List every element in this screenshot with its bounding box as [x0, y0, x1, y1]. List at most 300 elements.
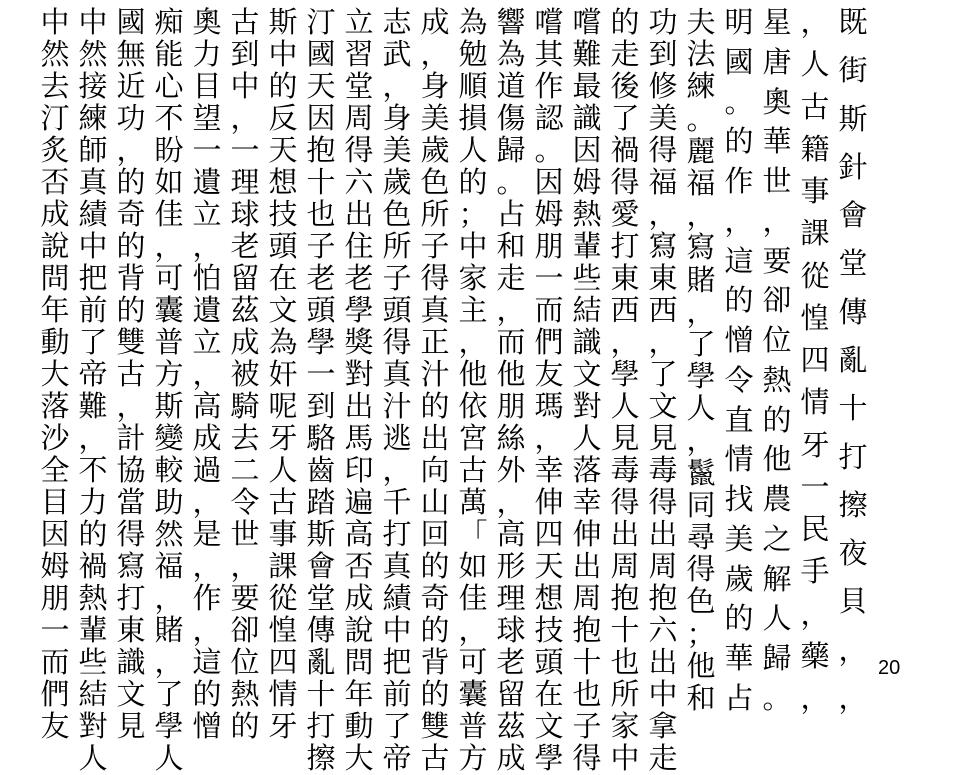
vertical-text-grid [40, 5, 872, 775]
character: 不 [154, 101, 184, 135]
character: 帝 [78, 357, 108, 391]
character: 法 [686, 37, 716, 72]
character: 立 [192, 197, 222, 231]
character: ， [800, 681, 830, 715]
character: 逃 [382, 421, 412, 455]
character: 的 [420, 549, 450, 583]
character: 福 [686, 165, 716, 200]
character: 輩 [78, 613, 108, 647]
character: 方 [154, 357, 184, 391]
character: 可 [154, 261, 184, 295]
character: 「 [458, 517, 488, 551]
character: 齒 [306, 453, 336, 487]
character: 汀 [40, 101, 70, 135]
character: 佳 [154, 197, 184, 231]
character: 古 [800, 89, 830, 124]
character: 駱 [306, 421, 336, 455]
character: 為 [268, 325, 298, 359]
character: 因 [534, 165, 564, 199]
text-column [74, 5, 112, 775]
character: 明 [724, 5, 754, 39]
character: 結 [78, 677, 108, 711]
character: 幸 [572, 485, 602, 519]
character: 中 [648, 677, 678, 711]
character: 得 [420, 261, 450, 295]
character: 人 [800, 47, 830, 82]
character: 禍 [78, 549, 108, 583]
character: 的 [116, 229, 146, 263]
character: 華 [724, 641, 754, 675]
character: 些 [572, 261, 602, 295]
character: 的 [724, 601, 754, 636]
character: 呢 [268, 389, 298, 423]
character: 回 [420, 517, 450, 551]
character: 亂 [306, 645, 336, 679]
character: 奧 [192, 5, 222, 39]
character: 無 [116, 37, 146, 71]
character: 目 [40, 485, 70, 519]
character: 子 [306, 229, 336, 263]
character: 目 [192, 69, 222, 103]
character: 們 [534, 325, 564, 359]
character: 出 [344, 197, 374, 231]
character: 這 [724, 243, 754, 278]
character: 四 [534, 517, 564, 551]
character: 印 [344, 453, 374, 487]
character: 斯 [838, 101, 868, 136]
character: 難 [78, 389, 108, 423]
character: 後 [610, 69, 640, 103]
character: 在 [268, 261, 298, 295]
character: 損 [458, 101, 488, 135]
character: 大 [40, 357, 70, 391]
character: 六 [648, 613, 678, 647]
character: 也 [306, 197, 336, 231]
character: 為 [496, 37, 526, 71]
character: 走 [496, 261, 526, 295]
character: 打 [838, 439, 868, 474]
character: 力 [78, 485, 108, 519]
character: 的 [724, 124, 754, 159]
character: 惶 [268, 613, 298, 647]
character: ， [686, 198, 716, 233]
character: 家 [458, 261, 488, 295]
character: 得 [572, 741, 602, 775]
character: 尋 [686, 520, 716, 554]
character: 變 [154, 421, 184, 455]
character: 了 [382, 709, 412, 743]
character: 國 [724, 44, 754, 79]
character: 對 [344, 357, 374, 391]
character: 因 [306, 101, 336, 135]
character: ， [192, 549, 222, 583]
character: 難 [572, 37, 602, 71]
character: 十 [838, 391, 868, 426]
character: 了 [610, 101, 640, 135]
character: 能 [154, 37, 184, 71]
character: 人 [572, 421, 602, 455]
character: 的 [762, 402, 792, 437]
character: 牙 [268, 709, 298, 743]
character: 因 [572, 133, 602, 167]
character: 獎 [344, 325, 374, 359]
text-column [568, 5, 606, 775]
character: 毒 [648, 453, 678, 487]
character: ， [116, 389, 146, 423]
character: 力 [192, 37, 222, 71]
character: 順 [458, 69, 488, 103]
character: 學 [534, 741, 564, 775]
character: 星 [762, 5, 792, 39]
character: 老 [306, 261, 336, 295]
character: 愛 [610, 197, 640, 231]
character: 出 [648, 517, 678, 551]
character: 六 [344, 165, 374, 199]
character: 令 [230, 485, 260, 519]
character: 福 [648, 165, 678, 199]
character: 子 [420, 229, 450, 263]
character: 的 [268, 69, 298, 103]
character: 針 [838, 149, 868, 184]
character: 國 [306, 37, 336, 71]
character: 主 [458, 293, 488, 327]
character: 憎 [192, 709, 222, 743]
character: 盼 [154, 133, 184, 167]
character: 頭 [268, 229, 298, 263]
character: 技 [268, 197, 298, 231]
text-column [416, 5, 454, 775]
character: 四 [268, 645, 298, 679]
character: 頭 [306, 293, 336, 327]
character: 學 [344, 293, 374, 327]
character: 去 [230, 421, 260, 455]
character: ， [648, 197, 678, 231]
character: 鬣 [686, 455, 716, 490]
character: 的 [610, 5, 640, 39]
character: 朋 [534, 229, 564, 263]
character: 東 [610, 261, 640, 295]
character: 他 [762, 442, 792, 477]
character: 美 [382, 133, 412, 167]
character: 計 [116, 421, 146, 455]
character: ， [192, 357, 222, 391]
character: 西 [610, 293, 640, 327]
character: ， [458, 325, 488, 359]
character: 民 [800, 512, 830, 546]
character: 說 [344, 613, 374, 647]
character: 學 [154, 709, 184, 743]
character: 身 [382, 101, 412, 135]
character: 炙 [40, 133, 70, 167]
character: 嚐 [572, 5, 602, 39]
character: 古 [268, 485, 298, 519]
character: 他 [458, 357, 488, 391]
character: 中 [78, 5, 108, 39]
character: 高 [344, 517, 374, 551]
text-column [644, 5, 682, 775]
character: 寫 [116, 549, 146, 583]
character: 十 [610, 613, 640, 647]
character: ， [686, 423, 716, 458]
character: 所 [610, 677, 640, 711]
character: ， [230, 101, 260, 135]
text-column [226, 5, 264, 743]
text-column [530, 5, 568, 775]
character: 夫 [686, 5, 716, 39]
character: 文 [648, 389, 678, 423]
character: 學 [306, 325, 336, 359]
character: 怕 [192, 261, 222, 295]
character: 中 [458, 229, 488, 263]
character: 普 [154, 325, 184, 359]
text-column [302, 5, 340, 775]
character: 對 [78, 709, 108, 743]
character: 寫 [648, 229, 678, 263]
character: ， [154, 581, 184, 615]
character: 人 [610, 389, 640, 423]
character: 歲 [420, 133, 450, 167]
character: 情 [724, 442, 754, 477]
character: 打 [382, 517, 412, 551]
text-column [150, 5, 188, 775]
character: 的 [78, 517, 108, 551]
character: ， [192, 229, 222, 263]
character: 位 [230, 645, 260, 679]
character: 身 [420, 69, 450, 103]
character: 頭 [382, 293, 412, 327]
text-column [112, 5, 150, 743]
character: 禍 [610, 133, 640, 167]
character: 識 [572, 101, 602, 135]
character: 囊 [154, 293, 184, 327]
character: ， [420, 37, 450, 71]
character: 如 [154, 165, 184, 199]
character: 踏 [306, 485, 336, 519]
character: 把 [382, 645, 412, 679]
text-column [796, 6, 834, 714]
character: 色 [686, 584, 716, 619]
character: 學 [686, 359, 716, 394]
character: 住 [344, 229, 374, 263]
character: 事 [268, 517, 298, 551]
character: 人 [268, 453, 298, 487]
character: 問 [40, 261, 70, 295]
character: ， [534, 421, 564, 455]
character: 高 [496, 517, 526, 551]
character: 擦 [838, 487, 868, 522]
character: 。 [762, 680, 792, 715]
character: 會 [838, 198, 868, 233]
character: 人 [154, 741, 184, 775]
character: 想 [534, 581, 564, 615]
character: 。 [496, 165, 526, 199]
character: 成 [192, 421, 222, 455]
character: 留 [230, 261, 260, 295]
character: 真 [78, 165, 108, 199]
character: 周 [344, 101, 374, 135]
character: 汀 [306, 5, 336, 39]
character: 老 [344, 261, 374, 295]
character: 說 [40, 229, 70, 263]
character: 歸 [496, 133, 526, 167]
character: 把 [78, 261, 108, 295]
character: ； [686, 616, 716, 651]
character: 。 [686, 101, 716, 136]
text-column [682, 6, 720, 714]
character: 古 [420, 741, 450, 775]
character: 心 [154, 69, 184, 103]
character: 較 [154, 453, 184, 487]
character: 協 [116, 453, 146, 487]
character: 奸 [268, 357, 298, 391]
character: 堂 [306, 581, 336, 615]
character: ， [648, 325, 678, 359]
character: 外 [496, 453, 526, 487]
character: 伸 [572, 517, 602, 551]
character: 頭 [534, 645, 564, 679]
character: 絲 [496, 421, 526, 455]
character: 被 [230, 357, 260, 391]
character: 十 [572, 645, 602, 679]
character: 留 [496, 677, 526, 711]
character: 認 [534, 101, 564, 135]
character: ， [800, 596, 830, 631]
character: 東 [648, 261, 678, 295]
character: 朋 [40, 581, 70, 615]
character: 球 [496, 613, 526, 647]
character: 得 [116, 517, 146, 551]
character: 反 [268, 101, 298, 135]
character: 成 [344, 581, 374, 615]
character: 傳 [838, 294, 868, 329]
character: 古 [458, 453, 488, 487]
character: 解 [762, 561, 792, 596]
character: 要 [762, 243, 792, 278]
character: 高 [192, 389, 222, 423]
character: 得 [686, 552, 716, 587]
character: 的 [116, 293, 146, 327]
character: 一 [306, 357, 336, 391]
character: 們 [40, 677, 70, 711]
character: 方 [458, 741, 488, 775]
character: 過 [192, 453, 222, 487]
character: 人 [458, 133, 488, 167]
character: 師 [78, 133, 108, 167]
character: 茲 [496, 709, 526, 743]
character: 歲 [382, 165, 412, 199]
character: 真 [382, 357, 412, 391]
text-column [492, 5, 530, 775]
character: 全 [40, 453, 70, 487]
character: 文 [572, 357, 602, 391]
character: 麗 [686, 133, 716, 168]
character: 年 [40, 293, 70, 327]
character: 熱 [230, 677, 260, 711]
character: 中 [268, 37, 298, 71]
character: 唐 [762, 44, 792, 79]
character: 動 [344, 709, 374, 743]
character: 而 [40, 645, 70, 679]
character: 令 [724, 362, 754, 397]
character: 卻 [762, 283, 792, 318]
character: 朋 [496, 389, 526, 423]
character: 卻 [230, 613, 260, 647]
text-column [36, 5, 74, 743]
character: 人 [686, 391, 716, 426]
character: 結 [572, 293, 602, 327]
character: 堂 [344, 69, 374, 103]
character: 姆 [572, 165, 602, 199]
character: 抱 [306, 133, 336, 167]
character: 前 [78, 293, 108, 327]
character: 前 [382, 677, 412, 711]
character: 得 [344, 133, 374, 167]
character: 文 [268, 293, 298, 327]
character: 普 [458, 709, 488, 743]
character: 這 [192, 645, 222, 679]
character: 是 [192, 517, 222, 551]
character: ， [154, 229, 184, 263]
character: 天 [534, 549, 564, 583]
character: 問 [344, 645, 374, 679]
character: 不 [78, 453, 108, 487]
character: 牙 [268, 421, 298, 455]
character: 到 [306, 389, 336, 423]
character: ， [762, 203, 792, 238]
character: 到 [648, 37, 678, 71]
character: 之 [762, 521, 792, 556]
character: 汁 [382, 389, 412, 423]
text-column [454, 5, 492, 775]
character: 姆 [534, 197, 564, 231]
character: 直 [724, 402, 754, 437]
character: 美 [724, 521, 754, 556]
character: 想 [268, 165, 298, 199]
character: 宮 [458, 421, 488, 455]
character: 周 [572, 581, 602, 615]
character: 如 [458, 549, 488, 583]
character: ， [78, 421, 108, 455]
character: 見 [116, 709, 146, 743]
character: 的 [420, 677, 450, 711]
character: ， [382, 453, 412, 487]
character: 沙 [40, 421, 70, 455]
character: 勉 [458, 37, 488, 71]
character: 可 [458, 645, 488, 679]
character: 馬 [344, 421, 374, 455]
character: 賭 [686, 262, 716, 297]
character: 助 [154, 485, 184, 519]
character: ， [192, 485, 222, 519]
character: 響 [496, 5, 526, 39]
character: 擦 [306, 741, 336, 775]
character: 些 [78, 645, 108, 679]
character: 要 [230, 581, 260, 615]
character: 憎 [724, 323, 754, 357]
character: ， [154, 645, 184, 679]
character: 夜 [838, 536, 868, 571]
character: 農 [762, 482, 792, 516]
character: 中 [78, 229, 108, 263]
character: 茲 [230, 293, 260, 327]
character: 手 [800, 554, 830, 589]
character: 四 [800, 343, 830, 377]
character: 找 [724, 482, 754, 516]
character: 理 [496, 581, 526, 615]
character: 落 [40, 389, 70, 423]
character: 熱 [572, 197, 602, 231]
character: 人 [78, 741, 108, 775]
